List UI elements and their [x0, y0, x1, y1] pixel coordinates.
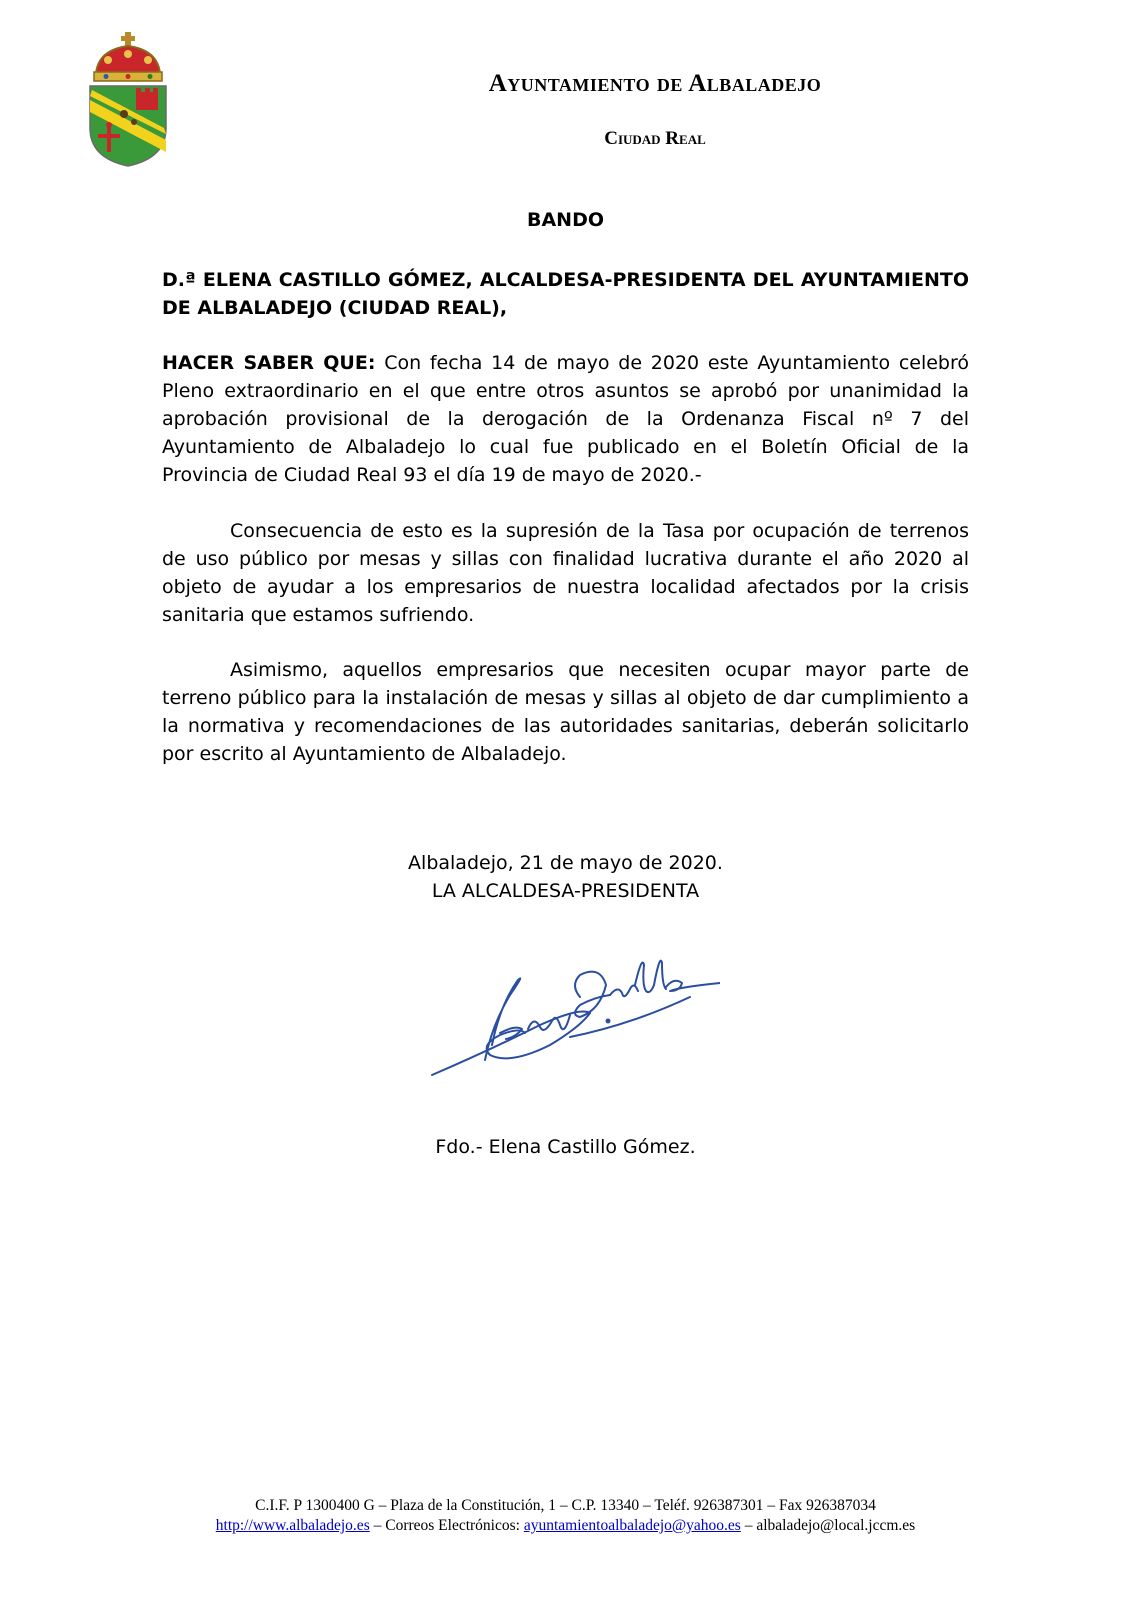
intro-paragraph: D.ª ELENA CASTILLO GÓMEZ, ALCALDESA-PRESIDENTA DEL AYUNTAMIENTO DE ALBALADEJO (CIUDAD REAL), — [162, 269, 969, 319]
paragraph-1-text: Con fecha 14 de mayo de 2020 este Ayuntamiento celebró Pleno extraordinario en el que entre otros asuntos se aprobó por unanimidad la aprobación provisional de la derogación de la Ordenanza Fiscal nº 7 del Ayuntamiento de Albaladejo lo cual fue publicado en el Boletín Oficial de la Provincia de Ciudad Real 93 el día 19 de mayo de 2020.- — [162, 352, 969, 486]
footer-separator-1: – Correos Electrónicos: — [369, 1517, 524, 1534]
handwritten-signature — [430, 955, 720, 1085]
footer-address: C.I.F. P 1300400 G – Plaza de la Constitución, 1 – C.P. 13340 – Teléf. 926387301 – Fax 926387034 — [255, 1497, 876, 1514]
coat-of-arms-icon — [78, 30, 178, 170]
header-subtitle: Ciudad Real — [604, 128, 706, 149]
signer-role: LA ALCALDESA-PRESIDENTA — [431, 880, 700, 902]
email-link[interactable]: ayuntamientoalbaladejo@yahoo.es — [523, 1517, 741, 1534]
website-link[interactable]: http://www.albaladejo.es — [215, 1517, 370, 1534]
paragraph-2: Consecuencia de esto es la supresión de la Tasa por ocupación de terrenos de uso público por mesas y sillas con finalidad lucrativa durante el año 2020 al objeto de ayudar a los empresarios de nuestra localidad afectados por la crisis sanitaria que estamos sufriendo. — [162, 520, 969, 626]
signed-by: Fdo.- Elena Castillo Gómez. — [435, 1136, 696, 1158]
paragraph-3: Asimismo, aquellos empresarios que necesiten ocupar mayor parte de terreno público para la instalación de mesas y sillas al objeto de dar cumplimiento a la normativa y recomendaciones de las autoridades sanitarias, deberán solicitarlo por escrito al Ayuntamiento de Albaladejo. — [162, 659, 969, 765]
paragraph-1-lead: HACER SABER QUE: — [162, 352, 376, 374]
paragraph-1 — [162, 349, 969, 489]
place-date: Albaladejo, 21 de mayo de 2020. — [408, 852, 723, 874]
document-heading: BANDO — [526, 209, 604, 231]
footer-secondary-email: – albaladejo@local.jccm.es — [740, 1517, 916, 1534]
footer-contacts — [60, 1516, 1071, 1536]
header-title: Ayuntamiento de Albaladejo — [488, 70, 822, 97]
